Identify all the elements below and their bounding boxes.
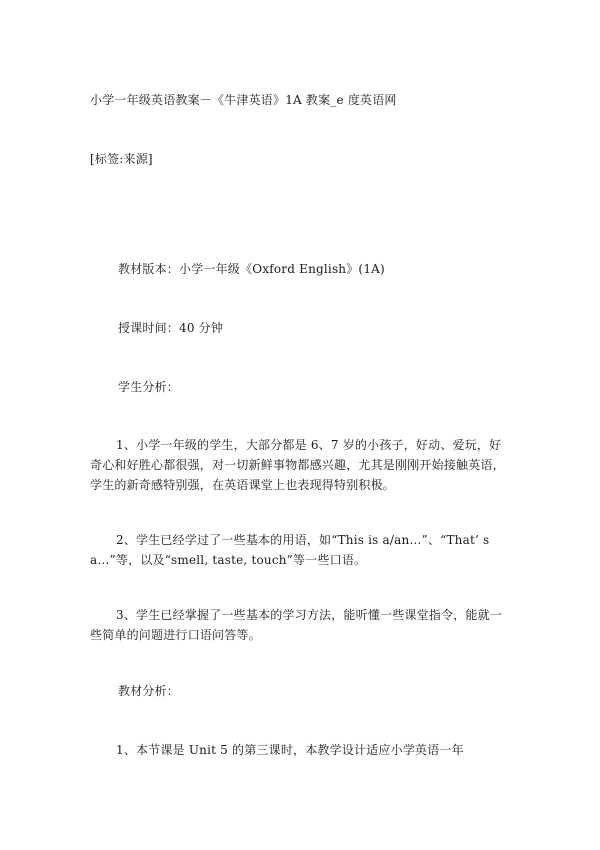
material-point-1-text: 1、本节课是 Unit 5 的第三课时，本教学设计适应小学英语一年: [116, 743, 464, 757]
student-point-2-text: 2、学生已经学过了一些基本的用语，如“This is a/an…”、“That’ s a…”等，以及“smell, taste, touch”等一些口语。: [90, 533, 490, 567]
student-point-1-text: 1、小学一年级的学生，大部分都是 6、7 岁的小孩子，好动、爱玩，好奇心和好胜心都很强，对一切新鲜事物都感兴趣，尤其是刚刚开始接触英语，学生的新奇感特别强，在英语课堂上也表现得特别积极。: [90, 438, 505, 492]
document-title: 小学一年级英语教案－《牛津英语》1A 教案_e 度英语网: [90, 93, 397, 107]
tag-line: [标签:来源]: [90, 152, 153, 166]
textbook-version: 教材版本：小学一年级《Oxford English》(1A): [118, 262, 385, 276]
student-point-1: [90, 435, 510, 495]
student-point-3: [90, 605, 510, 645]
student-analysis-heading: 学生分析：: [118, 380, 180, 394]
material-point-1: [90, 740, 510, 760]
class-time: 授课时间：40 分钟: [118, 321, 224, 335]
student-point-3-text: 3、学生已经掌握了一些基本的学习方法，能听懂一些课堂指令，能就一些简单的问题进行口语问答等。: [90, 608, 503, 642]
material-analysis-heading: 教材分析：: [118, 684, 180, 698]
student-point-2: [90, 530, 510, 570]
